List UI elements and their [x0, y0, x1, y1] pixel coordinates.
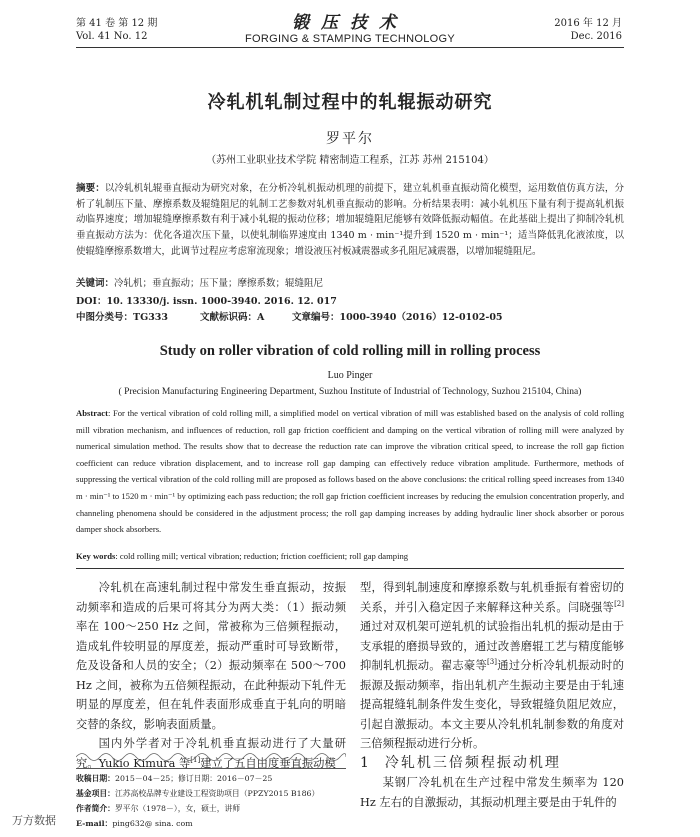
- intro-paragraph-2: 国内外学者对于冷轧机垂直振动进行了大量研究。Yukio Kimura 等[1]建立了五自由度垂直振动模: [76, 737, 346, 770]
- doi-value: 10. 13330/j. issn. 1000-3940. 2016. 12. 017: [106, 296, 337, 307]
- wanfang-watermark: 万方数据: [12, 814, 56, 827]
- author-email: E-mail：ping632@ sina. com: [76, 819, 193, 828]
- journal-date-info: [554, 17, 622, 43]
- section-heading-1: [360, 754, 624, 774]
- abstract-en: [76, 405, 624, 538]
- section-number: 1: [360, 754, 371, 771]
- title-cn: 冷轧机轧制过程中的轧辊振动研究: [207, 92, 493, 113]
- body-column-right: [360, 578, 624, 812]
- section-title: 冷轧机三倍频程振动机理: [384, 754, 561, 771]
- journal-name-cn: 锻压技术: [292, 13, 408, 33]
- keywords-cn-label: 关键词：: [76, 278, 115, 289]
- abstract-en-text: : For the vertical vibration of cold rolling mill, a simplified model on vertical vibration of mill was established based on the analysis of cold rolling mill vibration mechanism, and influences of reduction, roll gap friction coefficient and damping on the vertical vibration of rolling mill were analyzed by numerical simulation method. The results show that to decrease the reduction rate can improve the vibration critical speed, to increase the roll gap fiction coefficient can reduce vibration displacement, and to increase roll gap damping can effectively reduce vibration amplitude. Furthermore, methods of suppressing the vertical vibration of the cold rolling mill are proposed as follows based on the above conclusions: the critical rolling speed increases from 1340 m · min⁻¹ to 1520 m · min⁻¹ by optimizing each pass reduction; the roll gap friction coefficient increases by reducing the emulsion concentration properly, and channeling phenomena should be considered in the adjustment process; the roll gap damping increases by adding hydraulic liner shock absorber or porous damper shock absorbers.: [76, 408, 624, 535]
- volume-en: Vol. 41 No. 12: [76, 31, 148, 42]
- title-en: Study on roller vibration of cold rolling mill in rolling process: [159, 343, 541, 359]
- received-date: 收稿日期：2015－04－25；修订日期：2016－07－25: [76, 774, 273, 783]
- fund-project: 基金项目：江苏高校品牌专业建设工程资助项目（PPZY2015 B186）: [76, 789, 320, 798]
- author-cn: 罗平尔: [326, 131, 374, 147]
- header-rule: [76, 47, 624, 48]
- intro-paragraph-3: 型，得到轧制速度和摩擦系数与轧机垂振有着密切的关系，并引入稳定因子来解释这种关系。闫晓强等[2]通过对双机架可逆轧机的试验指出轧机的振动是由于支承辊的磨损导致的，通过改善磨辊工艺与精度能够抑制轧机振动。翟志豪等[3]通过分析冷轧机振动时的振源及振动频率，指出轧机产生振动主要是由于轧速提高辊缝轧制条件发生变化，导致辊缝负阻尼效应，引起自激振动。本文主要从冷轧机轧制参数的角度对三倍频程振动进行分析。: [360, 581, 624, 750]
- keywords-cn-text: 冷轧机；垂直振动；压下量；摩擦系数；辊缝阻尼: [114, 278, 324, 289]
- footnote-block: [76, 768, 346, 831]
- keywords-cn: [76, 276, 624, 291]
- article-number: 文章编号：1000-3940（2016）12-0102-05: [292, 312, 503, 323]
- clc-code: 中图分类号：TG333: [76, 312, 169, 323]
- citation-1: [1]: [190, 755, 201, 764]
- abstract-cn-label: 摘要：: [76, 183, 105, 194]
- volume-cn: 第 41 卷 第 12 期: [76, 18, 158, 29]
- intro-paragraph-1: 冷轧机在高速轧制过程中常发生垂直振动，按振动频率和造成的后果可将其分为两大类：（1）振动频率在 100～250 Hz 之间，常被称为三倍频程振动，造成轧件较明显的厚度差，振动严重时可导致断带，危及设备和人员的安全；（2）振动频率在 500～700 Hz 之间，被称为五倍频程振动，在此种振动下轧件无明显的厚度差，但在轧件表面形成垂直于轧向的明暗交替的条纹，影响表面质量。: [76, 581, 346, 731]
- author-bio: 作者简介：罗平尔（1978－），女，硕士，讲师: [76, 804, 241, 813]
- keywords-en-label: Key words: [76, 551, 116, 561]
- abstract-cn-text: 以冷轧机轧辊垂直振动为研究对象，在分析冷轧机振动机理的前提下，建立轧机垂直振动简化模型，运用数值仿真方法，分析了轧制压下量、摩擦系数及辊缝阻尼的轧制工艺参数对轧机垂直振动的影响。分析结果表明：减小轧机压下量有利于提高轧机振动临界速度；增加辊缝摩擦系数有利于减小轧辊的振动位移；增加辊缝阻尼能够有效降低振动幅值。在此基础上提出了抑制冷轧机垂直振动方法为：优化各道次压下量，以使轧制临界速度由 1340 m · min⁻¹提升到 1520 m · min⁻¹；适当降低乳化液浓度，以使辊缝摩擦系数增大，此调节过程应考虑窜流现象；增设液压衬板减震器或多孔阻尼减震器，以增加辊缝阻尼。: [76, 183, 624, 257]
- affiliation-en: ( Precision Manufacturing Engineering Department, Suzhou Institute of Industrial of Technology, Suzhou 215104, China): [118, 387, 582, 397]
- doi: [76, 293, 337, 307]
- author-en: Luo Pinger: [327, 370, 373, 381]
- keywords-en: [76, 551, 624, 561]
- document-code: 文献标识码：A: [200, 312, 265, 323]
- abstract-en-label: Abstract: [76, 408, 108, 418]
- body-column-left: [76, 578, 346, 773]
- doi-label: DOI：: [76, 296, 107, 307]
- citation-3: [3]: [487, 658, 497, 667]
- date-cn: 2016 年 12 月: [554, 18, 622, 29]
- affiliation-cn: （苏州工业职业技术学院 精密制造工程系，江苏 苏州 215104）: [206, 155, 494, 166]
- journal-name-en: FORGING & STAMPING TECHNOLOGY: [245, 33, 455, 45]
- citation-2: [2]: [614, 599, 624, 608]
- date-en: Dec. 2016: [570, 31, 622, 42]
- keywords-en-text: : cold rolling mill; vertical vibration; reduction; friction coefficient; roll gap damping: [115, 551, 409, 561]
- section-1-paragraph: 某钢厂冷轧机在生产过程中常发生频率为 120 Hz 左右的自激振动，其振动机理主要是由于轧件的: [360, 776, 624, 809]
- abstract-cn: [76, 181, 624, 260]
- column-break-wave: [76, 746, 346, 768]
- abstract-divider: [76, 568, 624, 569]
